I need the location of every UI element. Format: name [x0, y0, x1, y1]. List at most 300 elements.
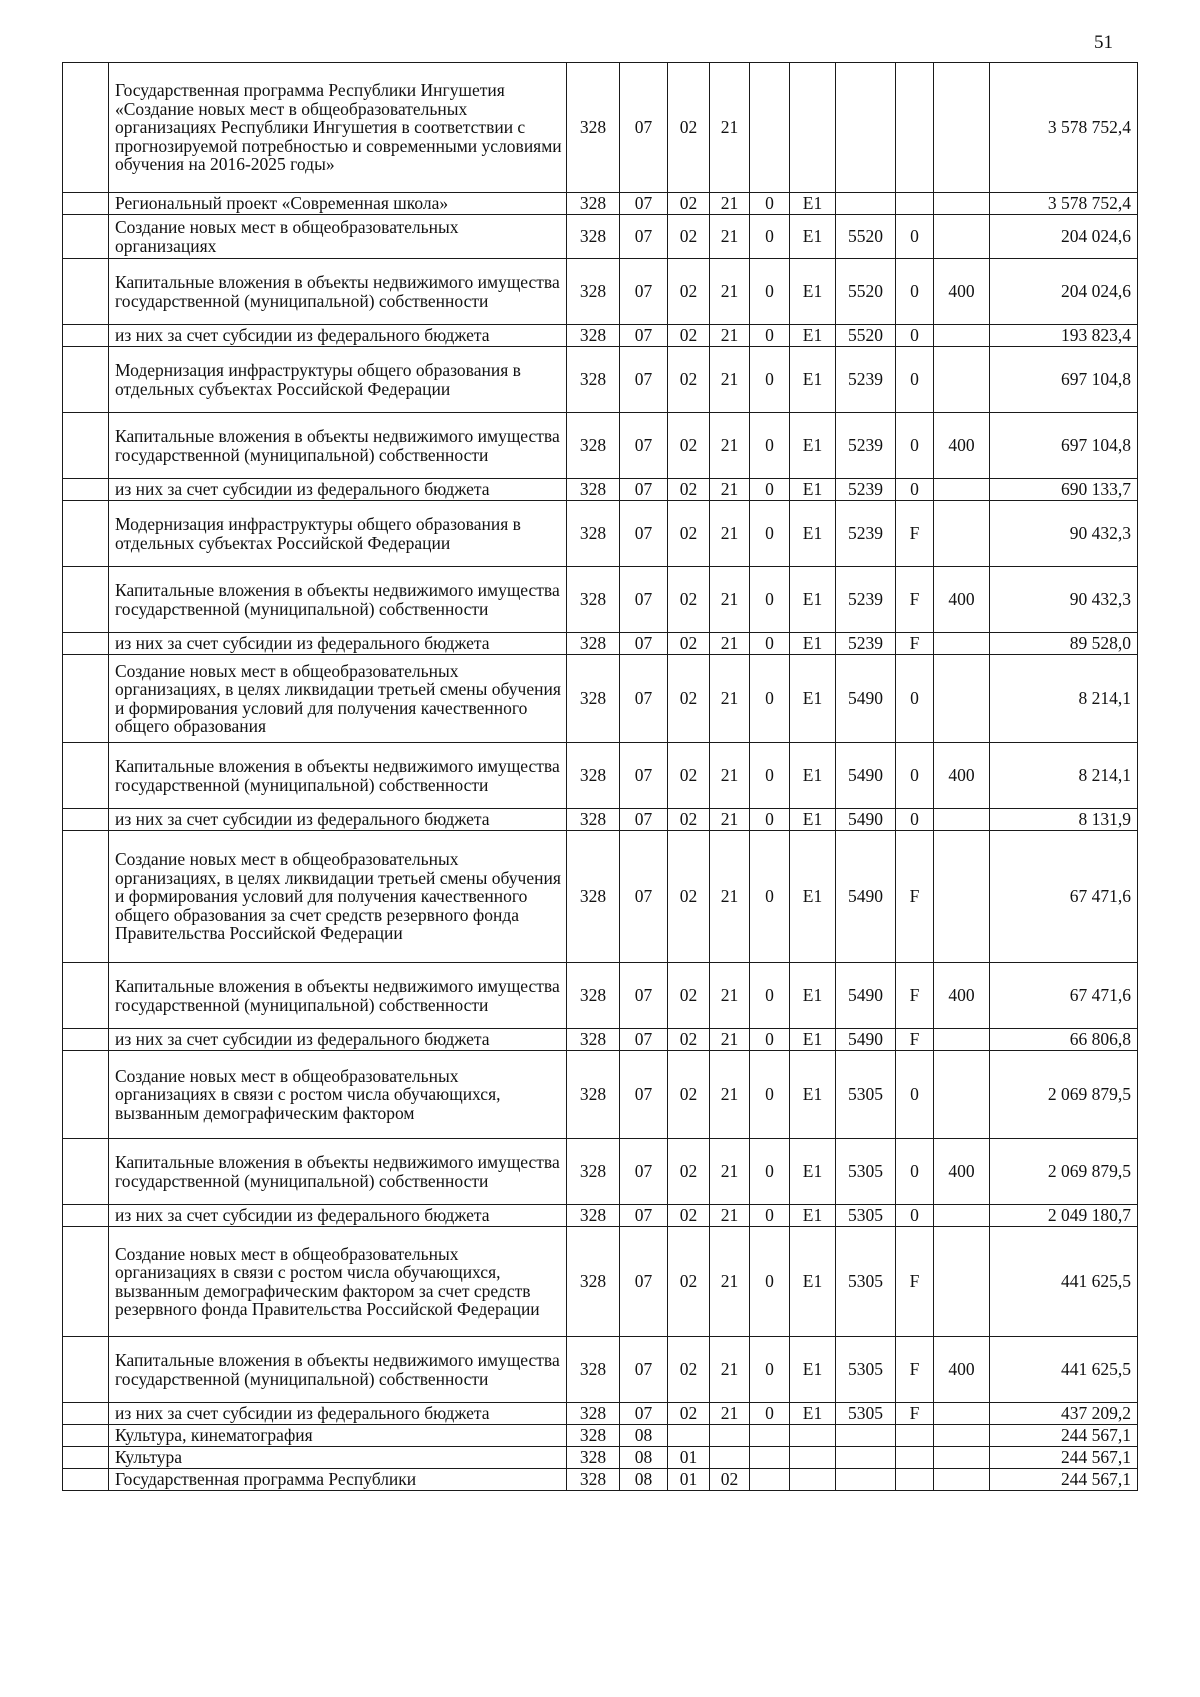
row-name: Создание новых мест в общеобразовательных организациях в связи с ростом числа обучающихся, вызванным демографическим фактором за счет средств резервного фонда Правительства Российской Федерации — [109, 1227, 567, 1337]
cell-ved: 328 — [567, 347, 620, 413]
row-name: Капитальные вложения в объекты недвижимого имущества государственной (муниципальной) собственности — [109, 413, 567, 479]
cell-csr-project: E1 — [790, 347, 836, 413]
cell-pr: 02 — [668, 325, 710, 347]
cell-vr — [934, 1469, 990, 1491]
cell-pr: 02 — [668, 501, 710, 567]
table-row — [63, 831, 1138, 963]
cell-vr — [934, 633, 990, 655]
cell-csr-subprogram: 0 — [750, 567, 790, 633]
cell-ved: 328 — [567, 215, 620, 259]
cell-csr-source: 0 — [896, 479, 934, 501]
cell-csr-subprogram: 0 — [750, 193, 790, 215]
cell-ved: 328 — [567, 1205, 620, 1227]
cell-rz: 07 — [620, 655, 668, 743]
cell-ved: 328 — [567, 1403, 620, 1425]
cell-csr-subprogram: 0 — [750, 1029, 790, 1051]
cell-csr-source: F — [896, 1029, 934, 1051]
cell-vr — [934, 1051, 990, 1139]
row-blank-cell — [63, 1139, 109, 1205]
table-row — [63, 479, 1138, 501]
cell-csr-project: E1 — [790, 1403, 836, 1425]
row-blank-cell — [63, 963, 109, 1029]
cell-sum: 90 432,3 — [990, 567, 1138, 633]
cell-csr-source: 0 — [896, 1139, 934, 1205]
row-blank-cell — [63, 567, 109, 633]
table-row — [63, 259, 1138, 325]
cell-pr: 02 — [668, 1139, 710, 1205]
table-row — [63, 1337, 1138, 1403]
cell-csr-project: E1 — [790, 325, 836, 347]
cell-csr-program: 21 — [710, 347, 750, 413]
table-row — [63, 413, 1138, 479]
row-blank-cell — [63, 1469, 109, 1491]
cell-csr-direction: 5490 — [836, 831, 896, 963]
cell-rz: 07 — [620, 743, 668, 809]
cell-csr-source: 0 — [896, 215, 934, 259]
cell-csr-program: 21 — [710, 479, 750, 501]
cell-ved: 328 — [567, 1469, 620, 1491]
cell-csr-subprogram: 0 — [750, 325, 790, 347]
cell-rz: 07 — [620, 215, 668, 259]
cell-csr-project: E1 — [790, 743, 836, 809]
cell-csr-direction: 5239 — [836, 479, 896, 501]
cell-sum: 690 133,7 — [990, 479, 1138, 501]
cell-csr-project — [790, 1447, 836, 1469]
cell-sum: 441 625,5 — [990, 1337, 1138, 1403]
cell-csr-project: E1 — [790, 1139, 836, 1205]
cell-csr-program: 21 — [710, 743, 750, 809]
cell-ved: 328 — [567, 193, 620, 215]
cell-csr-source — [896, 1425, 934, 1447]
table-row — [63, 743, 1138, 809]
cell-pr: 02 — [668, 1051, 710, 1139]
cell-csr-program: 21 — [710, 567, 750, 633]
cell-rz: 07 — [620, 501, 668, 567]
row-name: из них за счет субсидии из федерального бюджета — [109, 633, 567, 655]
table-row — [63, 1051, 1138, 1139]
cell-rz: 07 — [620, 1051, 668, 1139]
cell-csr-project: E1 — [790, 501, 836, 567]
cell-vr — [934, 325, 990, 347]
row-blank-cell — [63, 1403, 109, 1425]
cell-vr — [934, 63, 990, 193]
cell-csr-direction: 5490 — [836, 655, 896, 743]
table-row — [63, 809, 1138, 831]
cell-csr-source: F — [896, 963, 934, 1029]
cell-pr: 02 — [668, 655, 710, 743]
row-blank-cell — [63, 1029, 109, 1051]
cell-csr-direction: 5305 — [836, 1227, 896, 1337]
cell-vr: 400 — [934, 743, 990, 809]
cell-csr-program: 21 — [710, 655, 750, 743]
row-name: из них за счет субсидии из федерального бюджета — [109, 1205, 567, 1227]
table-row — [63, 1425, 1138, 1447]
row-blank-cell — [63, 655, 109, 743]
row-name: из них за счет субсидии из федерального бюджета — [109, 1029, 567, 1051]
table-row — [63, 1205, 1138, 1227]
row-name: Капитальные вложения в объекты недвижимого имущества государственной (муниципальной) собственности — [109, 1337, 567, 1403]
cell-csr-project: E1 — [790, 567, 836, 633]
cell-csr-direction — [836, 63, 896, 193]
cell-sum: 697 104,8 — [990, 413, 1138, 479]
cell-csr-direction: 5305 — [836, 1051, 896, 1139]
cell-rz: 08 — [620, 1425, 668, 1447]
cell-sum: 244 567,1 — [990, 1469, 1138, 1491]
cell-rz: 07 — [620, 259, 668, 325]
cell-sum: 244 567,1 — [990, 1447, 1138, 1469]
cell-csr-project: E1 — [790, 809, 836, 831]
cell-csr-direction: 5520 — [836, 325, 896, 347]
cell-pr: 02 — [668, 1403, 710, 1425]
row-name: Капитальные вложения в объекты недвижимого имущества государственной (муниципальной) собственности — [109, 567, 567, 633]
cell-ved: 328 — [567, 1029, 620, 1051]
cell-csr-program: 21 — [710, 501, 750, 567]
cell-csr-project: E1 — [790, 413, 836, 479]
cell-csr-program: 21 — [710, 193, 750, 215]
cell-csr-program: 21 — [710, 1205, 750, 1227]
cell-csr-subprogram — [750, 1425, 790, 1447]
row-name: из них за счет субсидии из федерального бюджета — [109, 1403, 567, 1425]
row-blank-cell — [63, 413, 109, 479]
cell-vr — [934, 1447, 990, 1469]
cell-sum: 2 069 879,5 — [990, 1051, 1138, 1139]
table-row — [63, 347, 1138, 413]
cell-ved: 328 — [567, 501, 620, 567]
row-blank-cell — [63, 809, 109, 831]
cell-csr-source: 0 — [896, 413, 934, 479]
cell-ved: 328 — [567, 325, 620, 347]
cell-pr: 02 — [668, 259, 710, 325]
cell-csr-project: E1 — [790, 193, 836, 215]
cell-sum: 193 823,4 — [990, 325, 1138, 347]
cell-csr-project — [790, 1469, 836, 1491]
cell-vr: 400 — [934, 567, 990, 633]
cell-csr-source: F — [896, 501, 934, 567]
cell-vr — [934, 1425, 990, 1447]
cell-vr: 400 — [934, 413, 990, 479]
cell-csr-direction: 5305 — [836, 1403, 896, 1425]
cell-ved: 328 — [567, 655, 620, 743]
cell-csr-program: 21 — [710, 1227, 750, 1337]
cell-csr-direction: 5490 — [836, 963, 896, 1029]
cell-pr — [668, 1425, 710, 1447]
cell-pr: 02 — [668, 633, 710, 655]
cell-ved: 328 — [567, 259, 620, 325]
cell-csr-subprogram: 0 — [750, 413, 790, 479]
cell-csr-source: F — [896, 633, 934, 655]
cell-rz: 07 — [620, 963, 668, 1029]
cell-csr-direction — [836, 1447, 896, 1469]
cell-rz: 07 — [620, 347, 668, 413]
cell-ved: 328 — [567, 413, 620, 479]
cell-pr: 02 — [668, 809, 710, 831]
table-row — [63, 1447, 1138, 1469]
cell-csr-direction: 5239 — [836, 501, 896, 567]
cell-csr-subprogram: 0 — [750, 501, 790, 567]
cell-csr-direction: 5520 — [836, 215, 896, 259]
cell-csr-program: 21 — [710, 831, 750, 963]
row-blank-cell — [63, 633, 109, 655]
cell-csr-source: 0 — [896, 655, 934, 743]
row-name: Культура, кинематография — [109, 1425, 567, 1447]
cell-rz: 07 — [620, 1029, 668, 1051]
row-name: Региональный проект «Современная школа» — [109, 193, 567, 215]
cell-ved: 328 — [567, 1425, 620, 1447]
table-row — [63, 1029, 1138, 1051]
cell-csr-source — [896, 1469, 934, 1491]
cell-csr-subprogram: 0 — [750, 479, 790, 501]
table-row — [63, 633, 1138, 655]
cell-csr-program: 21 — [710, 413, 750, 479]
row-name: из них за счет субсидии из федерального бюджета — [109, 325, 567, 347]
row-name: Создание новых мест в общеобразовательных организациях, в целях ликвидации третьей смены обучения и формирования условий для получения качественного общего образования — [109, 655, 567, 743]
cell-pr: 02 — [668, 1205, 710, 1227]
cell-csr-project: E1 — [790, 1029, 836, 1051]
cell-sum: 2 069 879,5 — [990, 1139, 1138, 1205]
cell-sum: 67 471,6 — [990, 831, 1138, 963]
table-row — [63, 215, 1138, 259]
cell-ved: 328 — [567, 809, 620, 831]
cell-csr-source: 0 — [896, 347, 934, 413]
budget-table — [62, 62, 1138, 1491]
cell-csr-source: F — [896, 567, 934, 633]
cell-csr-project: E1 — [790, 633, 836, 655]
cell-ved: 328 — [567, 63, 620, 193]
cell-pr: 02 — [668, 479, 710, 501]
cell-csr-project — [790, 1425, 836, 1447]
cell-csr-program: 02 — [710, 1469, 750, 1491]
row-blank-cell — [63, 193, 109, 215]
cell-pr: 02 — [668, 347, 710, 413]
cell-vr — [934, 1403, 990, 1425]
cell-rz: 07 — [620, 1337, 668, 1403]
cell-csr-project — [790, 63, 836, 193]
cell-rz: 07 — [620, 1403, 668, 1425]
cell-csr-source — [896, 1447, 934, 1469]
row-blank-cell — [63, 259, 109, 325]
cell-csr-subprogram: 0 — [750, 1403, 790, 1425]
cell-vr — [934, 1205, 990, 1227]
cell-csr-source: F — [896, 1227, 934, 1337]
cell-csr-source: F — [896, 1403, 934, 1425]
cell-vr: 400 — [934, 1139, 990, 1205]
cell-rz: 08 — [620, 1469, 668, 1491]
cell-csr-source — [896, 193, 934, 215]
cell-csr-direction: 5305 — [836, 1337, 896, 1403]
row-blank-cell — [63, 215, 109, 259]
cell-csr-direction: 5305 — [836, 1205, 896, 1227]
cell-sum: 8 214,1 — [990, 743, 1138, 809]
row-blank-cell — [63, 1447, 109, 1469]
cell-csr-subprogram: 0 — [750, 1051, 790, 1139]
cell-csr-program: 21 — [710, 1051, 750, 1139]
cell-rz: 07 — [620, 1205, 668, 1227]
cell-pr: 02 — [668, 831, 710, 963]
cell-ved: 328 — [567, 1139, 620, 1205]
cell-sum: 89 528,0 — [990, 633, 1138, 655]
cell-csr-direction: 5305 — [836, 1139, 896, 1205]
cell-csr-program: 21 — [710, 633, 750, 655]
table-row — [63, 501, 1138, 567]
cell-pr: 01 — [668, 1469, 710, 1491]
cell-csr-subprogram — [750, 1447, 790, 1469]
row-name: Капитальные вложения в объекты недвижимого имущества государственной (муниципальной) собственности — [109, 1139, 567, 1205]
row-name: из них за счет субсидии из федерального бюджета — [109, 809, 567, 831]
row-name: Модернизация инфраструктуры общего образования в отдельных субъектах Российской Федерации — [109, 347, 567, 413]
cell-csr-program: 21 — [710, 1337, 750, 1403]
cell-pr: 02 — [668, 963, 710, 1029]
cell-csr-program: 21 — [710, 1139, 750, 1205]
cell-csr-source: 0 — [896, 1051, 934, 1139]
page-number: 51 — [1094, 32, 1113, 53]
cell-csr-source — [896, 63, 934, 193]
cell-vr: 400 — [934, 1337, 990, 1403]
cell-sum: 66 806,8 — [990, 1029, 1138, 1051]
cell-ved: 328 — [567, 633, 620, 655]
cell-csr-source: F — [896, 1337, 934, 1403]
cell-csr-program: 21 — [710, 215, 750, 259]
cell-csr-subprogram: 0 — [750, 963, 790, 1029]
cell-sum: 8 131,9 — [990, 809, 1138, 831]
cell-csr-subprogram: 0 — [750, 1139, 790, 1205]
cell-vr: 400 — [934, 963, 990, 1029]
cell-csr-source: F — [896, 831, 934, 963]
row-blank-cell — [63, 347, 109, 413]
cell-csr-subprogram: 0 — [750, 1205, 790, 1227]
cell-csr-subprogram: 0 — [750, 259, 790, 325]
table-row — [63, 325, 1138, 347]
cell-pr: 02 — [668, 1227, 710, 1337]
cell-vr — [934, 347, 990, 413]
cell-sum: 441 625,5 — [990, 1227, 1138, 1337]
cell-csr-program: 21 — [710, 1403, 750, 1425]
cell-csr-project: E1 — [790, 963, 836, 1029]
cell-csr-program: 21 — [710, 259, 750, 325]
row-name: Создание новых мест в общеобразовательных организациях — [109, 215, 567, 259]
row-name: Государственная программа Республики Ингушетия «Создание новых мест в общеобразовательных организациях Республики Ингушетия в соответствии с прогнозируемой потребностью и современными условиями обучения на 2016-2025 годы» — [109, 63, 567, 193]
table-row — [63, 1469, 1138, 1491]
cell-sum: 2 049 180,7 — [990, 1205, 1138, 1227]
cell-rz: 07 — [620, 567, 668, 633]
cell-ved: 328 — [567, 963, 620, 1029]
table-row — [63, 1403, 1138, 1425]
cell-csr-subprogram: 0 — [750, 1337, 790, 1403]
cell-vr — [934, 193, 990, 215]
cell-pr: 02 — [668, 63, 710, 193]
cell-csr-program: 21 — [710, 325, 750, 347]
cell-csr-program: 21 — [710, 63, 750, 193]
row-blank-cell — [63, 1051, 109, 1139]
row-name: Капитальные вложения в объекты недвижимого имущества государственной (муниципальной) собственности — [109, 963, 567, 1029]
cell-csr-program — [710, 1447, 750, 1469]
cell-vr: 400 — [934, 259, 990, 325]
cell-csr-subprogram: 0 — [750, 1227, 790, 1337]
cell-csr-subprogram: 0 — [750, 655, 790, 743]
cell-ved: 328 — [567, 1337, 620, 1403]
cell-csr-project: E1 — [790, 259, 836, 325]
cell-csr-subprogram: 0 — [750, 743, 790, 809]
cell-vr — [934, 831, 990, 963]
row-blank-cell — [63, 1205, 109, 1227]
row-name: Государственная программа Республики — [109, 1469, 567, 1491]
cell-ved: 328 — [567, 831, 620, 963]
row-name: Создание новых мест в общеобразовательных организациях в связи с ростом числа обучающихся, вызванным демографическим фактором — [109, 1051, 567, 1139]
row-blank-cell — [63, 501, 109, 567]
cell-pr: 02 — [668, 567, 710, 633]
cell-csr-project: E1 — [790, 215, 836, 259]
cell-csr-direction — [836, 1425, 896, 1447]
table-row — [63, 567, 1138, 633]
table-row — [63, 1139, 1138, 1205]
cell-csr-program: 21 — [710, 963, 750, 1029]
table-body — [63, 63, 1138, 1491]
cell-sum: 437 209,2 — [990, 1403, 1138, 1425]
cell-csr-subprogram: 0 — [750, 215, 790, 259]
cell-ved: 328 — [567, 1227, 620, 1337]
cell-csr-project: E1 — [790, 1337, 836, 1403]
cell-csr-project: E1 — [790, 1227, 836, 1337]
row-name: Модернизация инфраструктуры общего образования в отдельных субъектах Российской Федерации — [109, 501, 567, 567]
cell-csr-project: E1 — [790, 479, 836, 501]
cell-csr-subprogram: 0 — [750, 809, 790, 831]
cell-sum: 8 214,1 — [990, 655, 1138, 743]
row-blank-cell — [63, 1337, 109, 1403]
cell-csr-program: 21 — [710, 1029, 750, 1051]
cell-csr-direction — [836, 1469, 896, 1491]
cell-csr-direction: 5490 — [836, 1029, 896, 1051]
cell-rz: 07 — [620, 63, 668, 193]
cell-sum: 90 432,3 — [990, 501, 1138, 567]
cell-csr-direction: 5520 — [836, 259, 896, 325]
cell-csr-project: E1 — [790, 1051, 836, 1139]
row-blank-cell — [63, 831, 109, 963]
cell-csr-subprogram: 0 — [750, 633, 790, 655]
row-blank-cell — [63, 743, 109, 809]
cell-rz: 07 — [620, 1227, 668, 1337]
cell-csr-subprogram — [750, 1469, 790, 1491]
cell-ved: 328 — [567, 743, 620, 809]
cell-sum: 3 578 752,4 — [990, 63, 1138, 193]
row-name: Капитальные вложения в объекты недвижимого имущества государственной (муниципальной) собственности — [109, 259, 567, 325]
cell-vr — [934, 1029, 990, 1051]
cell-ved: 328 — [567, 1447, 620, 1469]
row-name: Культура — [109, 1447, 567, 1469]
row-blank-cell — [63, 325, 109, 347]
cell-rz: 07 — [620, 325, 668, 347]
cell-rz: 08 — [620, 1447, 668, 1469]
cell-vr — [934, 215, 990, 259]
table-row — [63, 1227, 1138, 1337]
cell-vr — [934, 1227, 990, 1337]
cell-csr-direction: 5490 — [836, 809, 896, 831]
cell-rz: 07 — [620, 1139, 668, 1205]
cell-csr-source: 0 — [896, 743, 934, 809]
cell-sum: 697 104,8 — [990, 347, 1138, 413]
cell-ved: 328 — [567, 479, 620, 501]
cell-csr-subprogram — [750, 63, 790, 193]
row-name: из них за счет субсидии из федерального бюджета — [109, 479, 567, 501]
row-blank-cell — [63, 1425, 109, 1447]
cell-pr: 02 — [668, 743, 710, 809]
cell-csr-subprogram: 0 — [750, 347, 790, 413]
cell-csr-direction: 5239 — [836, 347, 896, 413]
cell-sum: 244 567,1 — [990, 1425, 1138, 1447]
cell-sum: 204 024,6 — [990, 259, 1138, 325]
table-row — [63, 193, 1138, 215]
table-row — [63, 963, 1138, 1029]
cell-csr-program: 21 — [710, 809, 750, 831]
cell-pr: 02 — [668, 215, 710, 259]
